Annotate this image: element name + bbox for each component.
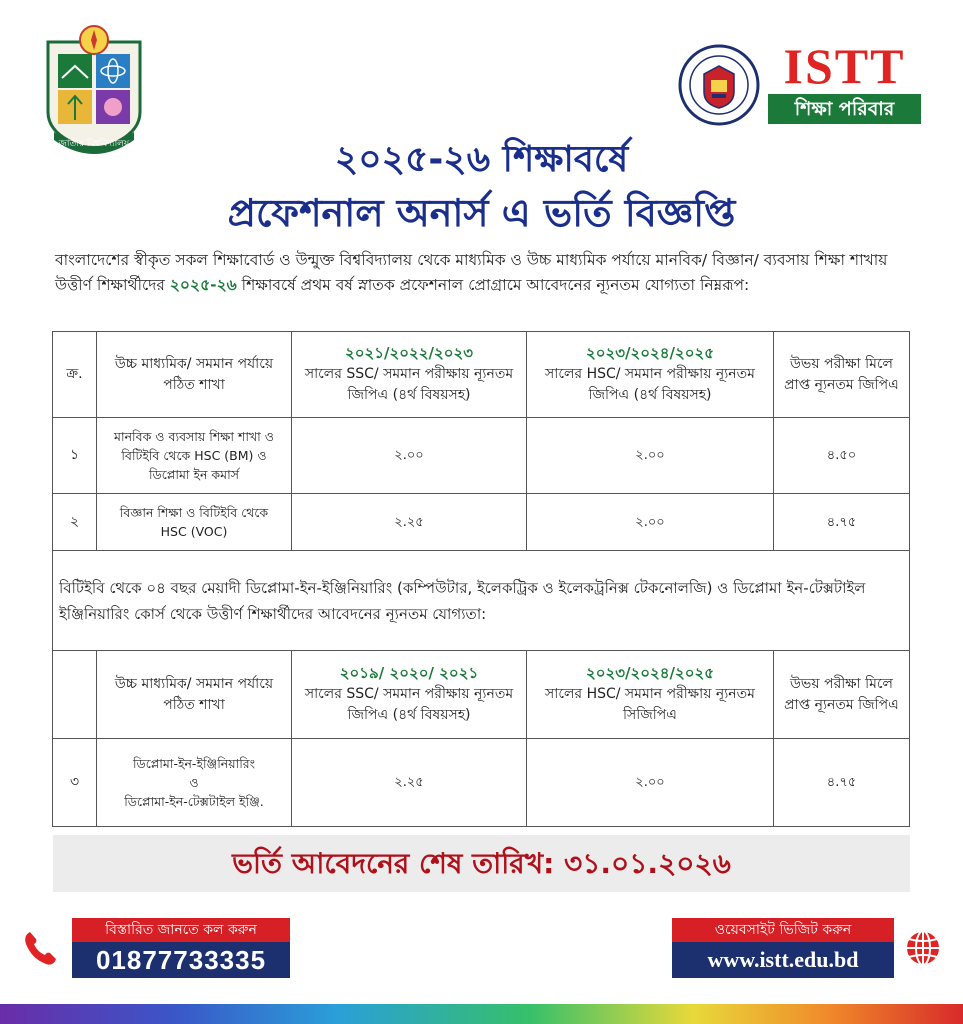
phone-number[interactable]: 01877733335 <box>72 942 290 978</box>
header2-hsc <box>526 650 774 739</box>
istt-seal-logo <box>678 44 760 126</box>
page-title-line2: প্রফেশনাল অনার্স এ ভর্তি বিজ্ঞপ্তি <box>227 191 736 235</box>
row2-stream: বিজ্ঞান শিক্ষা ও বিটিইবি থেকে HSC (VOC) <box>96 493 292 551</box>
header-serial: ক্র. <box>52 331 97 418</box>
row3-stream-line2: ও <box>189 775 199 790</box>
header2-ssc-label: সালের SSC/ সমমান পরীক্ষায় ন্যূনতম জিপিএ (৪র্থ বিষয়সহ) <box>304 686 514 723</box>
row1-total: ৪.৫০ <box>773 417 910 494</box>
eligibility-table <box>52 331 910 827</box>
row1-serial: ১ <box>52 417 97 494</box>
row3-stream <box>96 738 292 827</box>
footer-gradient-strip <box>0 1004 963 1024</box>
row2-total: ৪.৭৫ <box>773 493 910 551</box>
brand-subtitle: শিক্ষা পরিবার <box>768 94 921 124</box>
brand-name: ISTT <box>783 38 906 94</box>
intro-highlight-year: ২০২৫-২৬ <box>169 276 237 294</box>
row2-hsc: ২.০০ <box>526 493 774 551</box>
header2-combined: উভয় পরীক্ষা মিলে প্রাপ্ত ন্যূনতম জিপিএ <box>773 650 910 739</box>
header-combined: উভয় পরীক্ষা মিলে প্রাপ্ত ন্যূনতম জিপিএ <box>773 331 910 418</box>
globe-icon <box>903 928 943 968</box>
website-banner[interactable] <box>672 918 894 978</box>
call-banner[interactable] <box>72 918 290 978</box>
row3-total: ৪.৭৫ <box>773 738 910 827</box>
header-stream: উচ্চ মাধ্যমিক/ সমমান পর্যায়ে পঠিত শাখা <box>96 331 292 418</box>
intro-text-part1: বাংলাদেশের স্বীকৃত সকল শিক্ষাবোর্ড ও উন্মুক্ত বিশ্ববিদ্যালয় থেকে মাধ্যমিক ও উচ্চ মাধ্যমিক পর্যায়ে মানবিক/ বিজ্ঞান/ ব্যবসায় শিক্ষা শাখায় উত্তীর্ণ শিক্ষার্থীদের <box>55 251 888 294</box>
row3-ssc: ২.২৫ <box>291 738 527 827</box>
call-label: বিস্তারিত জানতে কল করুন <box>72 918 290 942</box>
diploma-note: বিটিইবি থেকে ০৪ বছর মেয়াদী ডিপ্লোমা-ইন-ইঞ্জিনিয়ারিং (কম্পিউটার, ইলেকট্রিক ও ইলেকট্রনিক্স টেকনোলজি) ও ডিপ্লোমা ইন-টেক্সটাইল ইঞ্জিনিয়ারিং কোর্স থেকে উত্তীর্ণ শিক্ষার্থীদের আবেদনের ন্যূনতম যোগ্যতা: <box>52 550 910 651</box>
header-hsc-label: সালের HSC/ সমমান পরীক্ষায় ন্যূনতম জিপিএ (৪র্থ বিষয়সহ) <box>545 366 755 403</box>
header-hsc <box>526 331 774 418</box>
website-label: ওয়েবসাইট ভিজিট করুন <box>672 918 894 942</box>
header2-ssc-years: ২০১৯/ ২০২০/ ২০২১ <box>339 664 479 682</box>
phone-icon <box>20 928 60 968</box>
header2-serial <box>52 650 97 739</box>
row1-hsc: ২.০০ <box>526 417 774 494</box>
deadline-banner: ভর্তি আবেদনের শেষ তারিখ: ৩১.০১.২০২৬ <box>53 835 910 892</box>
row2-ssc: ২.২৫ <box>291 493 527 551</box>
row3-stream-line3: ডিপ্লোমা-ইন-টেক্সটাইল ইঞ্জি. <box>124 794 264 809</box>
header-ssc-label: সালের SSC/ সমমান পরীক্ষায় ন্যূনতম জিপিএ (৪র্থ বিষয়সহ) <box>304 366 514 403</box>
row3-serial: ৩ <box>52 738 97 827</box>
row3-hsc: ২.০০ <box>526 738 774 827</box>
intro-text-part2: শিক্ষাবর্ষে প্রথম বর্ষ স্নাতক প্রফেশনাল প্রোগ্রামে আবেদনের ন্যূনতম যোগ্যতা নিম্নরূপ: <box>236 276 750 294</box>
row2-serial: ২ <box>52 493 97 551</box>
left-logo-arc-text: জাতীয় বিশ্ববিদ্যালয় <box>58 139 130 149</box>
intro-paragraph <box>55 248 915 298</box>
row1-stream: মানবিক ও ব্যবসায় শিক্ষা শাখা ও বিটিইবি থেকে HSC (BM) ও ডিপ্লোমা ইন কমার্স <box>96 417 292 494</box>
header2-hsc-label: সালের HSC/ সমমান পরীক্ষায় ন্যূনতম সিজিপিএ <box>545 686 755 723</box>
header-ssc <box>291 331 527 418</box>
row3-stream-line1: ডিপ্লোমা-ইন-ইঞ্জিনিয়ারিং <box>132 756 256 771</box>
header2-hsc-years: ২০২৩/২০২৪/২০২৫ <box>586 664 714 682</box>
istt-brand-logo <box>766 40 923 126</box>
header-hsc-years: ২০২৩/২০২৪/২০২৫ <box>586 344 714 362</box>
row1-ssc: ২.০০ <box>291 417 527 494</box>
website-url[interactable]: www.istt.edu.bd <box>672 942 894 978</box>
header2-ssc <box>291 650 527 739</box>
page-title-line1: ২০২৫-২৬ শিক্ষাবর্ষে <box>334 139 629 180</box>
header-ssc-years: ২০২১/২০২২/২০২৩ <box>345 344 473 362</box>
header2-stream: উচ্চ মাধ্যমিক/ সমমান পর্যায়ে পঠিত শাখা <box>96 650 292 739</box>
